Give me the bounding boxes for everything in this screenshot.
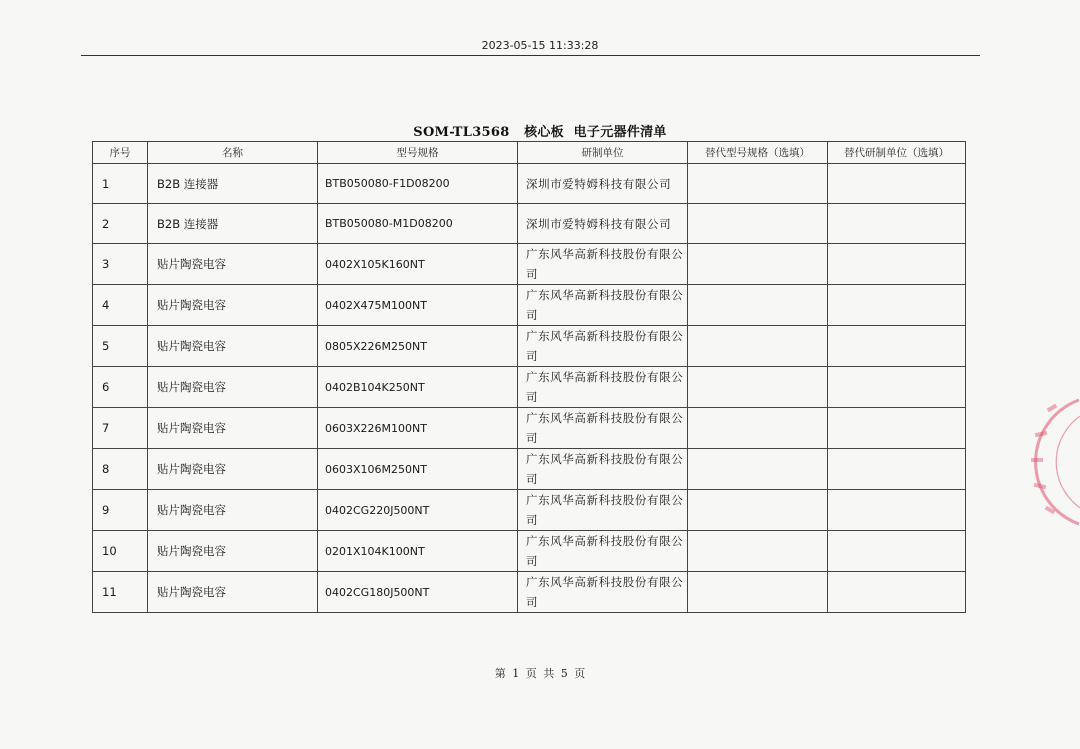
- cell-vendor: 深圳市爱特姆科技有限公司: [518, 204, 688, 244]
- cell-model: 0603X226M100NT: [318, 408, 518, 449]
- cell-model: 0402X475M100NT: [318, 285, 518, 326]
- cell-model: BTB050080-M1D08200: [318, 204, 518, 244]
- cell-alt-vendor: [828, 449, 966, 490]
- cell-alt-model: [688, 449, 828, 490]
- table-row: [93, 164, 966, 204]
- cell-alt-model: [688, 164, 828, 204]
- cell-name: B2B 连接器: [148, 164, 318, 204]
- cell-alt-model: [688, 326, 828, 367]
- table-body: [93, 164, 966, 613]
- red-seal-stamp-icon: [1017, 392, 1080, 532]
- cell-model: 0805X226M250NT: [318, 326, 518, 367]
- cell-index: 5: [93, 326, 148, 367]
- cell-vendor: 广东风华高新科技股份有限公司: [518, 408, 688, 449]
- cell-model: 0603X106M250NT: [318, 449, 518, 490]
- cell-index: 7: [93, 408, 148, 449]
- cell-index: 6: [93, 367, 148, 408]
- column-header-alt-vendor: 替代研制单位（选填）: [828, 142, 966, 164]
- header-divider: [81, 55, 980, 56]
- cell-alt-vendor: [828, 408, 966, 449]
- cell-model: 0402X105K160NT: [318, 244, 518, 285]
- cell-alt-model: [688, 408, 828, 449]
- cell-name: 贴片陶瓷电容: [148, 449, 318, 490]
- print-timestamp: 2023-05-15 11:33:28: [481, 39, 599, 52]
- cell-alt-model: [688, 572, 828, 613]
- table-row: [93, 531, 966, 572]
- column-header-vendor: 研制单位: [518, 142, 688, 164]
- table-row: [93, 408, 966, 449]
- page-number: 第 1 页 共 5 页: [494, 667, 586, 680]
- table-row: [93, 449, 966, 490]
- cell-name: 贴片陶瓷电容: [148, 408, 318, 449]
- column-header-model: 型号规格: [318, 142, 518, 164]
- component-list-table: [92, 141, 966, 613]
- cell-alt-vendor: [828, 326, 966, 367]
- table-row: [93, 326, 966, 367]
- cell-vendor: 广东风华高新科技股份有限公司: [518, 326, 688, 367]
- cell-name: 贴片陶瓷电容: [148, 244, 318, 285]
- document-title: SOM-TL3568 核心板 电子元器件清单: [413, 125, 667, 140]
- cell-index: 3: [93, 244, 148, 285]
- cell-index: 2: [93, 204, 148, 244]
- table-row: [93, 490, 966, 531]
- cell-model: 0402CG220J500NT: [318, 490, 518, 531]
- table-row: [93, 285, 966, 326]
- cell-index: 1: [93, 164, 148, 204]
- cell-model: 0201X104K100NT: [318, 531, 518, 572]
- cell-vendor: 广东风华高新科技股份有限公司: [518, 490, 688, 531]
- cell-vendor: 深圳市爱特姆科技有限公司: [518, 164, 688, 204]
- cell-alt-model: [688, 367, 828, 408]
- cell-alt-vendor: [828, 164, 966, 204]
- cell-alt-vendor: [828, 367, 966, 408]
- cell-alt-model: [688, 285, 828, 326]
- cell-alt-model: [688, 244, 828, 285]
- cell-index: 11: [93, 572, 148, 613]
- cell-alt-model: [688, 204, 828, 244]
- table-row: [93, 572, 966, 613]
- cell-alt-vendor: [828, 531, 966, 572]
- cell-name: 贴片陶瓷电容: [148, 572, 318, 613]
- cell-name: 贴片陶瓷电容: [148, 326, 318, 367]
- cell-name: 贴片陶瓷电容: [148, 490, 318, 531]
- cell-vendor: 广东风华高新科技股份有限公司: [518, 285, 688, 326]
- cell-vendor: 广东风华高新科技股份有限公司: [518, 449, 688, 490]
- table-row: [93, 367, 966, 408]
- cell-alt-model: [688, 490, 828, 531]
- cell-alt-vendor: [828, 490, 966, 531]
- cell-alt-vendor: [828, 204, 966, 244]
- cell-name: 贴片陶瓷电容: [148, 285, 318, 326]
- column-header-index: 序号: [93, 142, 148, 164]
- cell-index: 9: [93, 490, 148, 531]
- cell-model: 0402CG180J500NT: [318, 572, 518, 613]
- cell-alt-vendor: [828, 244, 966, 285]
- column-header-alt-model: 替代型号规格（选填）: [688, 142, 828, 164]
- cell-index: 10: [93, 531, 148, 572]
- cell-model: 0402B104K250NT: [318, 367, 518, 408]
- cell-model: BTB050080-F1D08200: [318, 164, 518, 204]
- cell-name: 贴片陶瓷电容: [148, 531, 318, 572]
- cell-vendor: 广东风华高新科技股份有限公司: [518, 531, 688, 572]
- table-row: [93, 204, 966, 244]
- table-row: [93, 244, 966, 285]
- cell-index: 4: [93, 285, 148, 326]
- cell-alt-vendor: [828, 572, 966, 613]
- cell-alt-vendor: [828, 285, 966, 326]
- cell-alt-model: [688, 531, 828, 572]
- cell-name: B2B 连接器: [148, 204, 318, 244]
- cell-vendor: 广东风华高新科技股份有限公司: [518, 572, 688, 613]
- column-header-name: 名称: [148, 142, 318, 164]
- cell-vendor: 广东风华高新科技股份有限公司: [518, 367, 688, 408]
- cell-index: 8: [93, 449, 148, 490]
- cell-name: 贴片陶瓷电容: [148, 367, 318, 408]
- cell-vendor: 广东风华高新科技股份有限公司: [518, 244, 688, 285]
- table-header-row: [93, 142, 966, 164]
